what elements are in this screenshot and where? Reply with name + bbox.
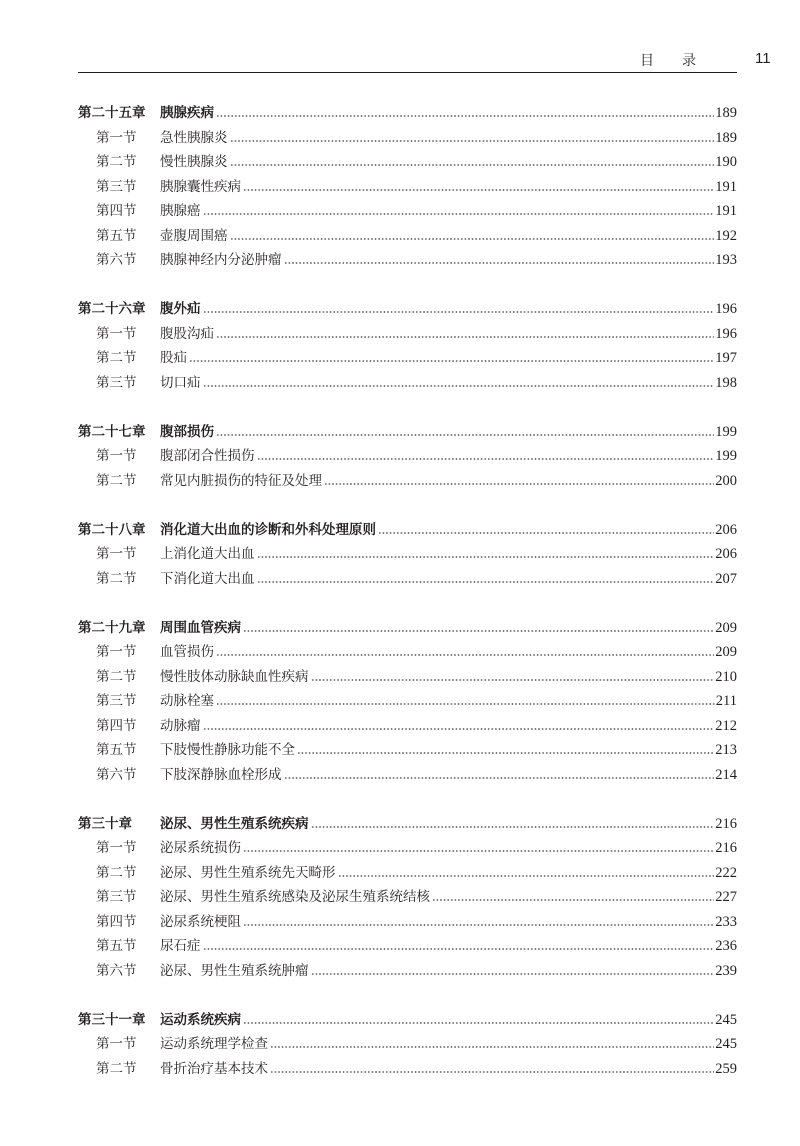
section-entry[interactable] (78, 885, 737, 910)
section-entry-label: 第一节 (96, 1036, 137, 1052)
section-entry-title: 骨折治疗基本技术 (160, 1060, 268, 1077)
section-entry-title: 腹部闭合性损伤 (160, 448, 255, 464)
section-entry-page: 222 (715, 864, 737, 881)
section-entry-label: 第二节 (96, 350, 137, 366)
section-entry[interactable] (78, 371, 737, 396)
section-entry-title: 运动系统理学检查 (160, 1036, 268, 1052)
section-entry-title: 泌尿、男性生殖系统感染及泌尿生殖系统结核 (160, 889, 430, 905)
chapter-entry-label: 第二十八章 (78, 521, 146, 538)
dot-leader (243, 189, 714, 191)
spacer (78, 273, 737, 298)
section-entry[interactable] (78, 640, 737, 665)
section-entry[interactable] (78, 322, 737, 347)
page-number: 11 (755, 50, 771, 67)
spacer (78, 591, 737, 616)
section-entry-title: 常见内脏损伤的特征及处理 (160, 472, 322, 489)
section-entry[interactable] (78, 861, 737, 886)
section-entry-page: 193 (715, 252, 737, 268)
section-entry-title: 下肢慢性静脉功能不全 (160, 742, 295, 758)
section-entry-page: 216 (715, 840, 737, 856)
section-entry-page: 210 (715, 668, 737, 685)
section-entry-title: 慢性肢体动脉缺血性疾病 (160, 668, 309, 685)
section-entry-page: 196 (715, 325, 737, 342)
chapter-entry-page: 196 (715, 301, 737, 317)
section-entry-title: 上消化道大出血 (160, 546, 255, 562)
section-entry-page: 191 (715, 203, 737, 219)
section-entry-label: 第四节 (96, 913, 137, 930)
section-entry-label: 第四节 (96, 203, 137, 219)
section-entry[interactable] (78, 150, 737, 175)
section-entry[interactable] (78, 959, 737, 984)
section-entry-title: 切口疝 (160, 374, 201, 391)
section-entry-label: 第六节 (96, 766, 137, 783)
section-entry[interactable] (78, 567, 737, 592)
section-entry-title: 泌尿、男性生殖系统肿瘤 (160, 962, 309, 979)
section-entry[interactable] (78, 444, 737, 469)
chapter-entry-page: 189 (715, 105, 737, 121)
dot-leader (203, 213, 715, 215)
section-entry[interactable] (78, 1057, 737, 1082)
section-entry-title: 泌尿、男性生殖系统先天畸形 (160, 864, 336, 881)
section-entry-page: 212 (715, 717, 737, 734)
section-entry-label: 第一节 (96, 644, 137, 660)
chapter-entry[interactable] (78, 101, 737, 126)
section-entry[interactable] (78, 1032, 737, 1057)
dot-leader (230, 164, 715, 166)
section-entry-title: 动脉栓塞 (160, 693, 214, 709)
spacer (78, 493, 737, 518)
section-entry-title: 胰腺癌 (160, 203, 201, 219)
section-entry[interactable] (78, 934, 737, 959)
spacer (78, 787, 737, 812)
chapter-entry[interactable] (78, 616, 737, 641)
chapter-entry-title: 运动系统疾病 (160, 1011, 241, 1028)
spacer (78, 983, 737, 1008)
section-entry[interactable] (78, 714, 737, 739)
dot-leader (243, 630, 714, 632)
section-entry-label: 第五节 (96, 227, 137, 244)
section-entry-label: 第一节 (96, 448, 137, 464)
section-entry-title: 胰腺神经内分泌肿瘤 (160, 252, 282, 268)
chapter-entry[interactable] (78, 297, 737, 322)
header-title-char: 目 (640, 53, 654, 69)
section-entry-page: 259 (715, 1060, 737, 1077)
chapter-entry-page: 216 (715, 815, 737, 832)
section-entry-title: 胰腺囊性疾病 (160, 178, 241, 195)
chapter-entry-title: 腹部损伤 (160, 423, 214, 440)
section-entry-page: 189 (715, 129, 737, 146)
section-entry-label: 第四节 (96, 717, 137, 734)
dot-leader (338, 875, 715, 877)
chapter-entry[interactable] (78, 812, 737, 837)
section-entry-label: 第五节 (96, 938, 137, 954)
dot-leader (432, 899, 714, 901)
dot-leader (216, 703, 715, 705)
dot-leader (270, 1046, 714, 1048)
section-entry-page: 199 (715, 448, 737, 464)
section-entry[interactable] (78, 248, 737, 273)
section-entry-label: 第一节 (96, 129, 137, 146)
section-entry-title: 慢性胰腺炎 (160, 154, 228, 170)
chapter-entry-label: 第二十六章 (78, 301, 146, 317)
chapter-entry[interactable] (78, 518, 737, 543)
section-entry-label: 第三节 (96, 374, 137, 391)
dot-leader (311, 679, 715, 681)
dot-leader (257, 581, 715, 583)
section-entry-page: 206 (715, 546, 737, 562)
section-entry-page: 190 (715, 154, 737, 170)
section-entry-title: 腹股沟疝 (160, 325, 214, 342)
dot-leader (216, 336, 714, 338)
section-entry[interactable] (78, 665, 737, 690)
dot-leader (284, 262, 715, 264)
chapter-entry-label: 第二十七章 (78, 423, 146, 440)
dot-leader (243, 924, 714, 926)
chapter-entry-title: 周围血管疾病 (160, 619, 241, 636)
chapter-entry-label: 第三十一章 (78, 1011, 146, 1028)
section-entry-label: 第二节 (96, 1060, 137, 1077)
dot-leader (230, 238, 715, 240)
dot-leader (189, 360, 714, 362)
section-entry[interactable] (78, 199, 737, 224)
section-entry[interactable] (78, 469, 737, 494)
section-entry-page: 239 (715, 962, 737, 979)
dot-leader (216, 434, 714, 436)
section-entry-title: 急性胰腺炎 (160, 129, 228, 146)
section-entry-label: 第一节 (96, 546, 137, 562)
dot-leader (216, 115, 714, 117)
section-entry-label: 第一节 (96, 325, 137, 342)
chapter-entry-label: 第三十章 (78, 815, 132, 832)
section-entry-page: 245 (715, 1036, 737, 1052)
section-entry[interactable] (78, 346, 737, 371)
section-entry[interactable] (78, 689, 737, 714)
chapter-entry-page: 209 (715, 619, 737, 636)
section-entry-label: 第二节 (96, 472, 137, 489)
spacer (78, 395, 737, 420)
dot-leader (311, 973, 715, 975)
section-entry-title: 血管损伤 (160, 644, 214, 660)
chapter-entry-label: 第二十九章 (78, 619, 146, 636)
dot-leader (243, 850, 714, 852)
section-entry[interactable] (78, 126, 737, 151)
dot-leader (257, 556, 715, 558)
chapter-entry-title: 泌尿、男性生殖系统疾病 (160, 815, 309, 832)
section-entry-page: 211 (715, 693, 737, 709)
header-rule (78, 72, 737, 73)
section-entry-title: 下消化道大出血 (160, 570, 255, 587)
dot-leader (216, 654, 714, 656)
section-entry-label: 第二节 (96, 864, 137, 881)
section-entry[interactable] (78, 224, 737, 249)
dot-leader (203, 728, 715, 730)
chapter-entry-title: 胰腺疾病 (160, 105, 214, 121)
section-entry-page: 207 (715, 570, 737, 587)
section-entry-label: 第三节 (96, 693, 137, 709)
section-entry-title: 泌尿系统梗阻 (160, 913, 241, 930)
section-entry[interactable] (78, 738, 737, 763)
section-entry-title: 尿石症 (160, 938, 201, 954)
section-entry-label: 第三节 (96, 889, 137, 905)
section-entry[interactable] (78, 542, 737, 567)
chapter-entry-title: 消化道大出血的诊断和外科处理原则 (160, 521, 376, 538)
section-entry-label: 第六节 (96, 252, 137, 268)
dot-leader (284, 777, 715, 779)
section-entry-page: 236 (715, 938, 737, 954)
section-entry-label: 第二节 (96, 570, 137, 587)
section-entry[interactable] (78, 763, 737, 788)
chapter-entry-title: 腹外疝 (160, 301, 201, 317)
dot-leader (270, 1071, 714, 1073)
section-entry-label: 第二节 (96, 668, 137, 685)
section-entry-page: 191 (715, 178, 737, 195)
dot-leader (203, 385, 715, 387)
dot-leader (324, 483, 714, 485)
chapter-entry-label: 第二十五章 (78, 105, 146, 121)
dot-leader (203, 311, 715, 313)
section-entry-label: 第一节 (96, 840, 137, 856)
chapter-entry[interactable] (78, 420, 737, 445)
section-entry[interactable] (78, 836, 737, 861)
section-entry-label: 第二节 (96, 154, 137, 170)
section-entry-page: 209 (715, 644, 737, 660)
section-entry-page: 198 (715, 374, 737, 391)
section-entry-title: 股疝 (160, 350, 187, 366)
section-entry-page: 192 (715, 227, 737, 244)
section-entry-title: 下肢深静脉血栓形成 (160, 766, 282, 783)
section-entry-label: 第六节 (96, 962, 137, 979)
section-entry-title: 动脉瘤 (160, 717, 201, 734)
chapter-entry-page: 206 (715, 521, 737, 538)
section-entry-page: 213 (715, 742, 737, 758)
chapter-entry-page: 245 (715, 1011, 737, 1028)
dot-leader (311, 826, 715, 828)
section-entry-page: 227 (715, 889, 737, 905)
table-of-contents (78, 101, 737, 1081)
section-entry-title: 壶腹周围癌 (160, 227, 228, 244)
chapter-entry[interactable] (78, 1008, 737, 1033)
section-entry[interactable] (78, 175, 737, 200)
dot-leader (203, 948, 715, 950)
section-entry-label: 第三节 (96, 178, 137, 195)
section-entry-page: 233 (715, 913, 737, 930)
dot-leader (378, 532, 714, 534)
section-entry-label: 第五节 (96, 742, 137, 758)
section-entry-page: 214 (715, 766, 737, 783)
section-entry-page: 200 (715, 472, 737, 489)
dot-leader (257, 458, 715, 460)
section-entry-page: 197 (715, 350, 737, 366)
section-entry[interactable] (78, 910, 737, 935)
header-title-char: 录 (682, 53, 696, 69)
dot-leader (243, 1022, 714, 1024)
section-entry-title: 泌尿系统损伤 (160, 840, 241, 856)
chapter-entry-page: 199 (715, 423, 737, 440)
dot-leader (230, 140, 715, 142)
dot-leader (297, 752, 714, 754)
